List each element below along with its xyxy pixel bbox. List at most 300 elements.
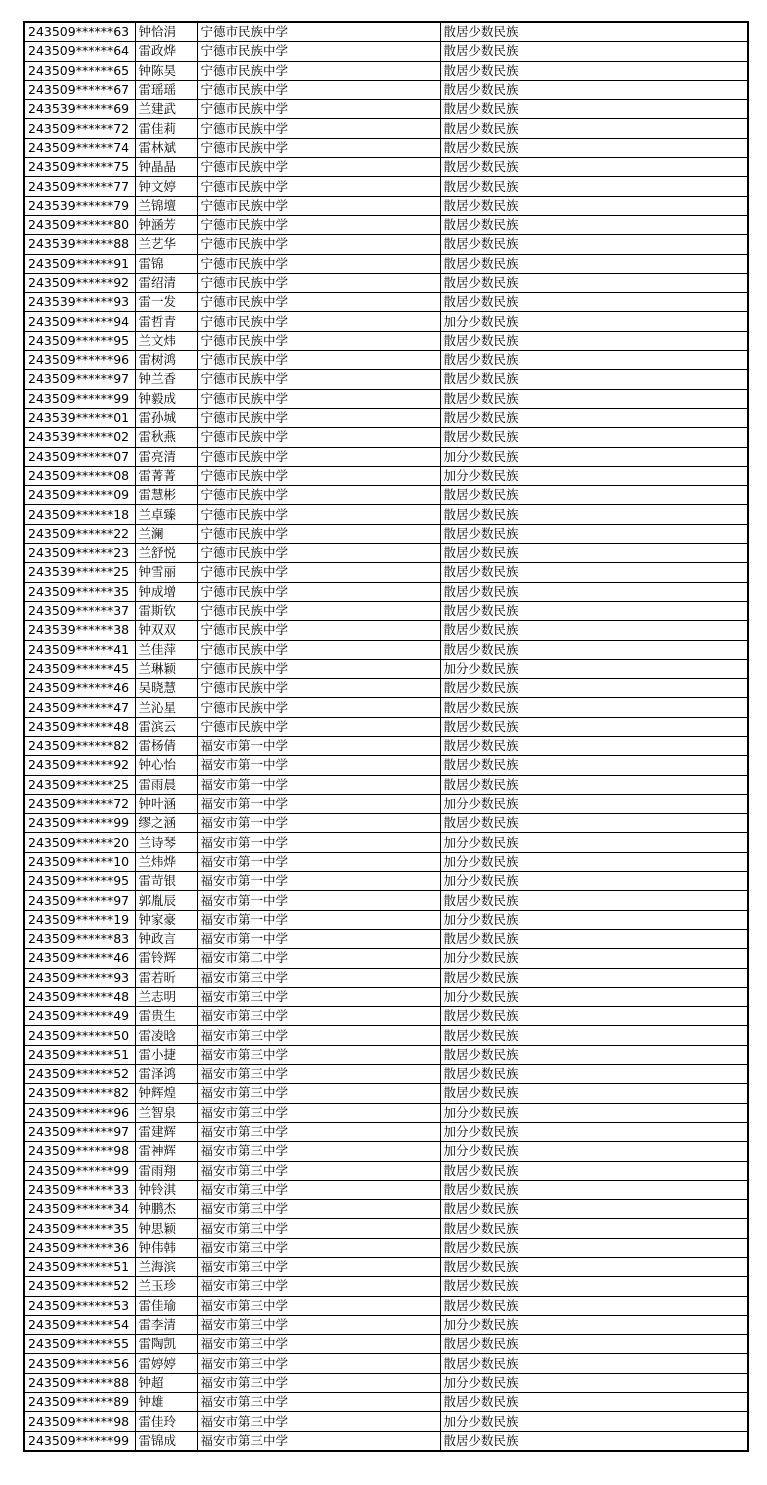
school-cell: 宁德市民族中学 — [197, 196, 440, 215]
student-name-cell: 钟铃淇 — [135, 1180, 197, 1199]
table-row — [24, 1200, 748, 1219]
student-id-cell: 243509******91 — [24, 254, 135, 273]
school-cell: 宁德市民族中学 — [197, 331, 440, 350]
student-id-cell: 243509******99 — [24, 814, 135, 833]
table-row — [24, 1393, 748, 1412]
student-name-cell: 钟鹏杰 — [135, 1200, 197, 1219]
table-row — [24, 1258, 748, 1277]
student-id-cell: 243509******41 — [24, 640, 135, 659]
school-cell: 福安市第三中学 — [197, 1238, 440, 1257]
category-cell: 散居少数民族 — [440, 1026, 748, 1045]
student-id-cell: 243509******53 — [24, 1296, 135, 1315]
category-cell: 散居少数民族 — [440, 1161, 748, 1180]
school-cell: 宁德市民族中学 — [197, 119, 440, 138]
table-row — [24, 852, 748, 871]
category-cell: 散居少数民族 — [440, 370, 748, 389]
table-row — [24, 1007, 748, 1026]
student-name-cell: 雷雨翔 — [135, 1161, 197, 1180]
student-id-cell: 243509******25 — [24, 775, 135, 794]
school-cell: 宁德市民族中学 — [197, 408, 440, 427]
student-id-cell: 243509******64 — [24, 42, 135, 61]
table-row — [24, 61, 748, 80]
category-cell: 散居少数民族 — [440, 563, 748, 582]
student-id-cell: 243509******96 — [24, 351, 135, 370]
category-cell: 散居少数民族 — [440, 505, 748, 524]
student-id-cell: 243509******08 — [24, 466, 135, 485]
school-cell: 福安市第三中学 — [197, 1007, 440, 1026]
school-cell: 宁德市民族中学 — [197, 717, 440, 736]
table-row — [24, 987, 748, 1006]
category-cell: 加分少数民族 — [440, 1103, 748, 1122]
student-name-cell: 钟文婷 — [135, 177, 197, 196]
table-row — [24, 814, 748, 833]
category-cell: 加分少数民族 — [440, 1142, 748, 1161]
category-cell: 加分少数民族 — [440, 312, 748, 331]
school-cell: 宁德市民族中学 — [197, 215, 440, 234]
table-row — [24, 1084, 748, 1103]
category-cell: 散居少数民族 — [440, 1335, 748, 1354]
category-cell: 散居少数民族 — [440, 1296, 748, 1315]
school-cell: 宁德市民族中学 — [197, 698, 440, 717]
student-id-cell: 243509******52 — [24, 1065, 135, 1084]
school-cell: 宁德市民族中学 — [197, 544, 440, 563]
category-cell: 散居少数民族 — [440, 814, 748, 833]
table-row — [24, 1219, 748, 1238]
category-cell: 散居少数民族 — [440, 601, 748, 620]
category-cell: 散居少数民族 — [440, 775, 748, 794]
category-cell: 加分少数民族 — [440, 910, 748, 929]
category-cell: 散居少数民族 — [440, 1277, 748, 1296]
student-id-cell: 243509******82 — [24, 736, 135, 755]
student-name-cell: 钟兰香 — [135, 370, 197, 389]
table-row — [24, 524, 748, 543]
category-cell: 散居少数民族 — [440, 486, 748, 505]
table-row — [24, 177, 748, 196]
category-cell: 加分少数民族 — [440, 1412, 748, 1431]
school-cell: 福安市第一中学 — [197, 775, 440, 794]
category-cell: 散居少数民族 — [440, 929, 748, 948]
student-name-cell: 兰诗琴 — [135, 833, 197, 852]
table-row — [24, 1431, 748, 1451]
category-cell: 散居少数民族 — [440, 196, 748, 215]
student-id-cell: 243539******02 — [24, 428, 135, 447]
table-row — [24, 486, 748, 505]
school-cell: 福安市第三中学 — [197, 1393, 440, 1412]
student-name-cell: 雷神辉 — [135, 1142, 197, 1161]
student-name-cell: 兰海滨 — [135, 1258, 197, 1277]
table-row — [24, 389, 748, 408]
student-name-cell: 兰卓臻 — [135, 505, 197, 524]
student-id-cell: 243509******48 — [24, 717, 135, 736]
table-row — [24, 621, 748, 640]
school-cell: 福安市第三中学 — [197, 1277, 440, 1296]
school-cell: 福安市第一中学 — [197, 929, 440, 948]
student-id-cell: 243509******63 — [24, 22, 135, 42]
category-cell: 加分少数民族 — [440, 833, 748, 852]
student-id-cell: 243509******46 — [24, 949, 135, 968]
school-cell: 福安市第三中学 — [197, 987, 440, 1006]
category-cell: 加分少数民族 — [440, 659, 748, 678]
student-id-cell: 243509******50 — [24, 1026, 135, 1045]
category-cell: 散居少数民族 — [440, 1238, 748, 1257]
table-row — [24, 80, 748, 99]
school-cell: 福安市第一中学 — [197, 910, 440, 929]
student-name-cell: 雷菁菁 — [135, 466, 197, 485]
table-row — [24, 1103, 748, 1122]
student-name-cell: 兰艺华 — [135, 235, 197, 254]
student-id-cell: 243509******56 — [24, 1354, 135, 1373]
table-row — [24, 505, 748, 524]
student-name-cell: 兰沁星 — [135, 698, 197, 717]
table-row — [24, 370, 748, 389]
school-cell: 福安市第三中学 — [197, 1431, 440, 1451]
table-row — [24, 1354, 748, 1373]
school-cell: 宁德市民族中学 — [197, 177, 440, 196]
table-row — [24, 196, 748, 215]
table-row — [24, 1180, 748, 1199]
category-cell: 散居少数民族 — [440, 736, 748, 755]
table-row — [24, 544, 748, 563]
student-id-cell: 243509******36 — [24, 1238, 135, 1257]
table-row — [24, 1412, 748, 1431]
student-name-cell: 雷佳玲 — [135, 1412, 197, 1431]
student-id-cell: 243509******07 — [24, 447, 135, 466]
school-cell: 福安市第三中学 — [197, 1258, 440, 1277]
school-cell: 宁德市民族中学 — [197, 351, 440, 370]
student-id-cell: 243509******34 — [24, 1200, 135, 1219]
student-id-cell: 243509******54 — [24, 1315, 135, 1334]
table-row — [24, 717, 748, 736]
table-row — [24, 1065, 748, 1084]
student-name-cell: 雷铃辉 — [135, 949, 197, 968]
category-cell: 加分少数民族 — [440, 949, 748, 968]
school-cell: 福安市第一中学 — [197, 872, 440, 891]
school-cell: 福安市第二中学 — [197, 949, 440, 968]
school-cell: 宁德市民族中学 — [197, 293, 440, 312]
table-row — [24, 447, 748, 466]
student-name-cell: 钟伟韩 — [135, 1238, 197, 1257]
student-id-cell: 243509******92 — [24, 273, 135, 292]
school-cell: 宁德市民族中学 — [197, 235, 440, 254]
school-cell: 宁德市民族中学 — [197, 389, 440, 408]
table-row — [24, 1122, 748, 1141]
school-cell: 福安市第一中学 — [197, 794, 440, 813]
school-cell: 福安市第三中学 — [197, 1161, 440, 1180]
table-row — [24, 833, 748, 852]
table-row — [24, 949, 748, 968]
student-name-cell: 雷绍清 — [135, 273, 197, 292]
table-row — [24, 756, 748, 775]
table-row — [24, 100, 748, 119]
student-name-cell: 雷小捷 — [135, 1045, 197, 1064]
student-name-cell: 兰锦壇 — [135, 196, 197, 215]
category-cell: 散居少数民族 — [440, 331, 748, 350]
student-name-cell: 钟叶涵 — [135, 794, 197, 813]
student-name-cell: 雷李清 — [135, 1315, 197, 1334]
table-row — [24, 273, 748, 292]
table-row — [24, 1373, 748, 1392]
student-id-cell: 243509******77 — [24, 177, 135, 196]
student-id-cell: 243509******92 — [24, 756, 135, 775]
student-name-cell: 雷林斌 — [135, 138, 197, 157]
category-cell: 散居少数民族 — [440, 80, 748, 99]
student-name-cell: 雷佳莉 — [135, 119, 197, 138]
table-row — [24, 891, 748, 910]
school-cell: 福安市第三中学 — [197, 1065, 440, 1084]
school-cell: 宁德市民族中学 — [197, 428, 440, 447]
student-id-cell: 243509******72 — [24, 119, 135, 138]
student-id-cell: 243509******09 — [24, 486, 135, 505]
table-row — [24, 640, 748, 659]
student-id-cell: 243509******46 — [24, 679, 135, 698]
student-name-cell: 钟超 — [135, 1373, 197, 1392]
student-name-cell: 兰玉珍 — [135, 1277, 197, 1296]
school-cell: 宁德市民族中学 — [197, 138, 440, 157]
category-cell: 散居少数民族 — [440, 408, 748, 427]
student-id-cell: 243509******82 — [24, 1084, 135, 1103]
student-id-cell: 243509******97 — [24, 1122, 135, 1141]
student-id-cell: 243509******89 — [24, 1393, 135, 1412]
student-name-cell: 雷贵生 — [135, 1007, 197, 1026]
school-cell: 福安市第三中学 — [197, 1180, 440, 1199]
table-row — [24, 351, 748, 370]
category-cell: 散居少数民族 — [440, 544, 748, 563]
table-row — [24, 408, 748, 427]
student-name-cell: 钟恰涓 — [135, 22, 197, 42]
student-name-cell: 兰舒悦 — [135, 544, 197, 563]
category-cell: 散居少数民族 — [440, 621, 748, 640]
student-id-cell: 243509******98 — [24, 1412, 135, 1431]
student-name-cell: 雷建辉 — [135, 1122, 197, 1141]
school-cell: 福安市第三中学 — [197, 1219, 440, 1238]
student-id-cell: 243509******72 — [24, 794, 135, 813]
student-id-cell: 243509******37 — [24, 601, 135, 620]
student-id-cell: 243509******48 — [24, 987, 135, 1006]
table-row — [24, 119, 748, 138]
table-row — [24, 698, 748, 717]
student-name-cell: 雷杨倩 — [135, 736, 197, 755]
student-id-cell: 243509******65 — [24, 61, 135, 80]
student-id-cell: 243509******74 — [24, 138, 135, 157]
category-cell: 加分少数民族 — [440, 447, 748, 466]
table-row — [24, 563, 748, 582]
category-cell: 散居少数民族 — [440, 1258, 748, 1277]
table-row — [24, 1142, 748, 1161]
table-row — [24, 254, 748, 273]
school-cell: 福安市第一中学 — [197, 891, 440, 910]
category-cell: 散居少数民族 — [440, 717, 748, 736]
category-cell: 散居少数民族 — [440, 177, 748, 196]
student-id-cell: 243539******01 — [24, 408, 135, 427]
student-name-cell: 钟涵芳 — [135, 215, 197, 234]
school-cell: 宁德市民族中学 — [197, 679, 440, 698]
student-name-cell: 雷雨晨 — [135, 775, 197, 794]
student-name-cell: 雷树鸿 — [135, 351, 197, 370]
school-cell: 福安市第三中学 — [197, 1122, 440, 1141]
table-row — [24, 910, 748, 929]
table-row — [24, 601, 748, 620]
category-cell: 散居少数民族 — [440, 1084, 748, 1103]
student-name-cell: 雷秋燕 — [135, 428, 197, 447]
student-name-cell: 钟家豪 — [135, 910, 197, 929]
category-cell: 散居少数民族 — [440, 158, 748, 177]
category-cell: 散居少数民族 — [440, 640, 748, 659]
table-body — [24, 22, 748, 1451]
student-name-cell: 雷若昕 — [135, 968, 197, 987]
student-id-cell: 243509******97 — [24, 891, 135, 910]
student-id-cell: 243509******51 — [24, 1258, 135, 1277]
school-cell: 宁德市民族中学 — [197, 80, 440, 99]
category-cell: 散居少数民族 — [440, 524, 748, 543]
school-cell: 福安市第一中学 — [197, 852, 440, 871]
student-id-cell: 243509******22 — [24, 524, 135, 543]
student-id-cell: 243539******93 — [24, 293, 135, 312]
student-name-cell: 兰志明 — [135, 987, 197, 1006]
table-row — [24, 775, 748, 794]
category-cell: 散居少数民族 — [440, 756, 748, 775]
table-row — [24, 929, 748, 948]
category-cell: 散居少数民族 — [440, 1007, 748, 1026]
table-row — [24, 215, 748, 234]
student-id-cell: 243509******18 — [24, 505, 135, 524]
category-cell: 散居少数民族 — [440, 698, 748, 717]
category-cell: 散居少数民族 — [440, 254, 748, 273]
student-id-cell: 243509******95 — [24, 872, 135, 891]
student-name-cell: 钟雄 — [135, 1393, 197, 1412]
student-name-cell: 雷佳瑜 — [135, 1296, 197, 1315]
table-row — [24, 736, 748, 755]
category-cell: 散居少数民族 — [440, 138, 748, 157]
student-name-cell: 钟陈昊 — [135, 61, 197, 80]
student-id-cell: 243539******79 — [24, 196, 135, 215]
table-row — [24, 312, 748, 331]
student-id-cell: 243509******35 — [24, 1219, 135, 1238]
table-row — [24, 331, 748, 350]
student-id-cell: 243509******98 — [24, 1142, 135, 1161]
student-id-cell: 243539******25 — [24, 563, 135, 582]
student-name-cell: 雷锦 — [135, 254, 197, 273]
school-cell: 宁德市民族中学 — [197, 22, 440, 42]
category-cell: 散居少数民族 — [440, 42, 748, 61]
table-row — [24, 428, 748, 447]
table-row — [24, 659, 748, 678]
student-id-cell: 243509******23 — [24, 544, 135, 563]
school-cell: 福安市第三中学 — [197, 1084, 440, 1103]
student-name-cell: 钟晶晶 — [135, 158, 197, 177]
student-name-cell: 雷锦成 — [135, 1431, 197, 1451]
school-cell: 宁德市民族中学 — [197, 312, 440, 331]
student-name-cell: 雷滨云 — [135, 717, 197, 736]
student-id-cell: 243509******19 — [24, 910, 135, 929]
student-name-cell: 雷哲青 — [135, 312, 197, 331]
table-row — [24, 1315, 748, 1334]
category-cell: 散居少数民族 — [440, 1354, 748, 1373]
student-id-cell: 243509******93 — [24, 968, 135, 987]
student-id-cell: 243509******94 — [24, 312, 135, 331]
category-cell: 散居少数民族 — [440, 1045, 748, 1064]
student-id-cell: 243509******49 — [24, 1007, 135, 1026]
student-id-cell: 243539******38 — [24, 621, 135, 640]
table-row — [24, 1026, 748, 1045]
student-name-cell: 雷泽鸿 — [135, 1065, 197, 1084]
student-name-cell: 钟辉煌 — [135, 1084, 197, 1103]
school-cell: 福安市第三中学 — [197, 1335, 440, 1354]
student-id-cell: 243509******97 — [24, 370, 135, 389]
student-name-cell: 钟毅成 — [135, 389, 197, 408]
table-row — [24, 235, 748, 254]
school-cell: 宁德市民族中学 — [197, 640, 440, 659]
table-row — [24, 794, 748, 813]
category-cell: 散居少数民族 — [440, 679, 748, 698]
category-cell: 散居少数民族 — [440, 428, 748, 447]
school-cell: 宁德市民族中学 — [197, 601, 440, 620]
category-cell: 加分少数民族 — [440, 466, 748, 485]
student-list-table — [23, 21, 749, 1452]
student-id-cell: 243509******47 — [24, 698, 135, 717]
school-cell: 福安市第三中学 — [197, 1315, 440, 1334]
school-cell: 福安市第三中学 — [197, 1045, 440, 1064]
student-name-cell: 雷婷婷 — [135, 1354, 197, 1373]
student-name-cell: 雷苛银 — [135, 872, 197, 891]
student-name-cell: 钟心怡 — [135, 756, 197, 775]
table-row — [24, 1277, 748, 1296]
school-cell: 宁德市民族中学 — [197, 447, 440, 466]
table-row — [24, 42, 748, 61]
student-name-cell: 缪之涵 — [135, 814, 197, 833]
student-id-cell: 243539******69 — [24, 100, 135, 119]
table-row — [24, 1296, 748, 1315]
table-row — [24, 582, 748, 601]
school-cell: 宁德市民族中学 — [197, 659, 440, 678]
category-cell: 散居少数民族 — [440, 61, 748, 80]
table-row — [24, 679, 748, 698]
student-id-cell: 243509******95 — [24, 331, 135, 350]
category-cell: 散居少数民族 — [440, 119, 748, 138]
school-cell: 宁德市民族中学 — [197, 273, 440, 292]
category-cell: 加分少数民族 — [440, 987, 748, 1006]
student-name-cell: 雷陶凯 — [135, 1335, 197, 1354]
student-id-cell: 243509******80 — [24, 215, 135, 234]
category-cell: 散居少数民族 — [440, 1180, 748, 1199]
table-row — [24, 158, 748, 177]
student-name-cell: 雷慧彬 — [135, 486, 197, 505]
table-row — [24, 466, 748, 485]
category-cell: 散居少数民族 — [440, 389, 748, 408]
category-cell: 散居少数民族 — [440, 293, 748, 312]
table-row — [24, 872, 748, 891]
table-row — [24, 138, 748, 157]
student-name-cell: 雷一发 — [135, 293, 197, 312]
student-name-cell: 郭胤辰 — [135, 891, 197, 910]
school-cell: 福安市第一中学 — [197, 814, 440, 833]
school-cell: 宁德市民族中学 — [197, 61, 440, 80]
school-cell: 宁德市民族中学 — [197, 486, 440, 505]
category-cell: 加分少数民族 — [440, 794, 748, 813]
category-cell: 加分少数民族 — [440, 872, 748, 891]
table-row — [24, 968, 748, 987]
school-cell: 宁德市民族中学 — [197, 100, 440, 119]
category-cell: 散居少数民族 — [440, 1431, 748, 1451]
school-cell: 宁德市民族中学 — [197, 158, 440, 177]
student-id-cell: 243509******99 — [24, 389, 135, 408]
student-name-cell: 兰澜 — [135, 524, 197, 543]
school-cell: 福安市第一中学 — [197, 833, 440, 852]
student-name-cell: 钟成增 — [135, 582, 197, 601]
category-cell: 散居少数民族 — [440, 1200, 748, 1219]
student-id-cell: 243509******75 — [24, 158, 135, 177]
student-id-cell: 243509******83 — [24, 929, 135, 948]
student-name-cell: 兰琳颖 — [135, 659, 197, 678]
